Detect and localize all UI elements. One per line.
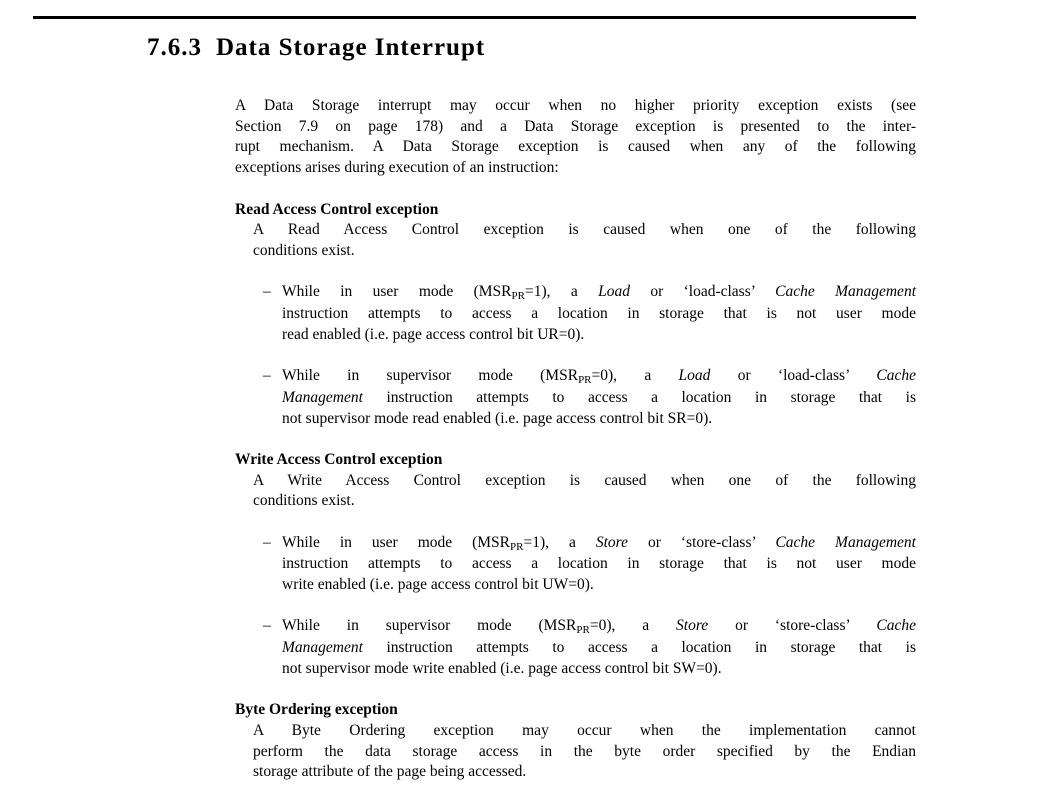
subsection-body: [253, 220, 916, 261]
bullet-dash: –: [263, 533, 271, 551]
italic-text: Management: [282, 388, 363, 406]
bullet-dash: –: [263, 617, 271, 635]
bullet-list: [235, 282, 916, 429]
text-segment: perform the data storage access in the byte order specified by the Endian: [253, 742, 916, 760]
italic-text: Store: [676, 617, 709, 635]
text-line: [282, 575, 916, 596]
italic-text: Cache Management: [775, 533, 916, 551]
text-segment: While in user mode (MSR: [282, 533, 511, 551]
subscript-text: PR: [576, 624, 590, 637]
text-segment: =0), a: [589, 617, 677, 635]
text-segment: or ‘store-class’: [708, 617, 877, 635]
text-segment: instruction attempts to access a location in storage that is not user mode: [282, 305, 916, 322]
text-line: [235, 137, 916, 158]
text-line: [235, 158, 916, 179]
text-segment: =0), a: [591, 367, 679, 385]
text-line: [282, 659, 916, 680]
bullet-text: [282, 616, 916, 679]
text-segment: A Byte Ordering exception may occur when the implementation cannot: [253, 721, 916, 739]
subsection-heading: Write Access Control exception: [235, 450, 443, 468]
text-segment: While in supervisor mode (MSR: [282, 617, 577, 635]
text-line: [282, 366, 916, 388]
text-line: [282, 282, 916, 304]
text-segment: not supervisor mode write enabled (i.e. page access control bit SW=0).: [282, 659, 722, 677]
subscript-text: PR: [510, 540, 524, 553]
text-segment: instruction attempts to access a location in storage that is not user mode: [282, 555, 916, 573]
subscript-text: PR: [578, 374, 592, 387]
text-segment: not supervisor mode read enabled (i.e. page access control bit SR=0).: [282, 409, 713, 427]
bullet-item: [263, 616, 916, 679]
italic-text: Load: [678, 367, 711, 385]
section-read-access-control: [235, 200, 916, 430]
intro-paragraph: [235, 96, 916, 179]
text-segment: A Write Access Control exception is caused when one of the following: [253, 471, 916, 489]
text-line: [282, 554, 916, 575]
text-line: [253, 471, 916, 492]
bullet-item: [263, 533, 916, 596]
text-segment: or ‘load-class’: [710, 367, 877, 385]
text-line: [282, 409, 916, 430]
text-segment: While in user mode (MSR: [282, 283, 512, 301]
bullet-dash: –: [263, 367, 271, 385]
text-line: [282, 325, 916, 346]
section-write-access-control: [235, 450, 916, 680]
text-line: [282, 638, 916, 659]
italic-text: Store: [595, 533, 629, 551]
text-segment: conditions exist.: [253, 492, 355, 510]
text-segment: While in supervisor mode (MSR: [282, 367, 579, 385]
text-segment: =1), a: [523, 533, 596, 551]
italic-text: Cache Management: [775, 283, 916, 301]
section-byte-ordering: [235, 700, 916, 783]
text-segment: instruction attempts to access a location in storage that is: [362, 388, 916, 406]
text-segment: conditions exist.: [253, 241, 355, 259]
subsection-body: [253, 471, 916, 512]
text-segment: or ‘store-class’: [628, 533, 776, 551]
text-line: [253, 241, 916, 262]
text-line: [253, 220, 916, 241]
bullet-item: [263, 366, 916, 429]
text-segment: storage attribute of the page being accessed.: [253, 763, 527, 781]
subsection-body: [253, 721, 916, 783]
body-content: [235, 96, 916, 800]
text-segment: A Read Access Control exception is caused when one of the following: [253, 221, 916, 239]
text-segment: A Data Storage interrupt may occur when no higher priority exception exists (see: [235, 97, 916, 114]
text-segment: exceptions arises during execution of an instruction:: [235, 159, 559, 177]
bullet-item: [263, 282, 916, 345]
text-segment: write enabled (i.e. page access control bit UW=0).: [282, 576, 594, 594]
text-line: [235, 117, 916, 138]
top-rule: [33, 16, 916, 19]
text-segment: read enabled (i.e. page access control bit UR=0).: [282, 325, 585, 343]
subsection-heading: Read Access Control exception: [235, 200, 439, 218]
italic-text: Cache: [876, 617, 916, 635]
text-line: [253, 742, 916, 763]
italic-text: Management: [282, 639, 363, 657]
text-segment: or ‘load-class’: [629, 283, 776, 301]
bullet-text: [282, 366, 916, 429]
section-heading: [147, 33, 485, 62]
section-number: 7.6.3: [147, 34, 202, 61]
subsection-heading: Byte Ordering exception: [235, 701, 398, 719]
italic-text: Load: [598, 283, 630, 301]
text-line: [235, 96, 916, 117]
bullet-text: [282, 282, 916, 345]
text-segment: =1), a: [524, 283, 599, 301]
text-segment: Section 7.9 on page 178) and a Data Storage exception is presented to the inter-: [235, 117, 916, 135]
bullet-list: [235, 533, 916, 680]
text-line: [282, 616, 916, 638]
text-segment: rupt mechanism. A Data Storage exception is caused when any of the following: [235, 138, 916, 156]
italic-text: Cache: [876, 367, 916, 385]
bullet-text: [282, 533, 916, 596]
section-title: Data Storage Interrupt: [216, 34, 486, 61]
text-line: [282, 533, 916, 555]
text-line: [253, 762, 916, 783]
bullet-dash: –: [263, 283, 271, 301]
text-line: [253, 491, 916, 512]
text-line: [253, 721, 916, 742]
subscript-text: PR: [511, 290, 525, 303]
text-segment: instruction attempts to access a location in storage that is: [362, 639, 916, 657]
text-line: [282, 388, 916, 409]
text-line: [282, 304, 916, 325]
